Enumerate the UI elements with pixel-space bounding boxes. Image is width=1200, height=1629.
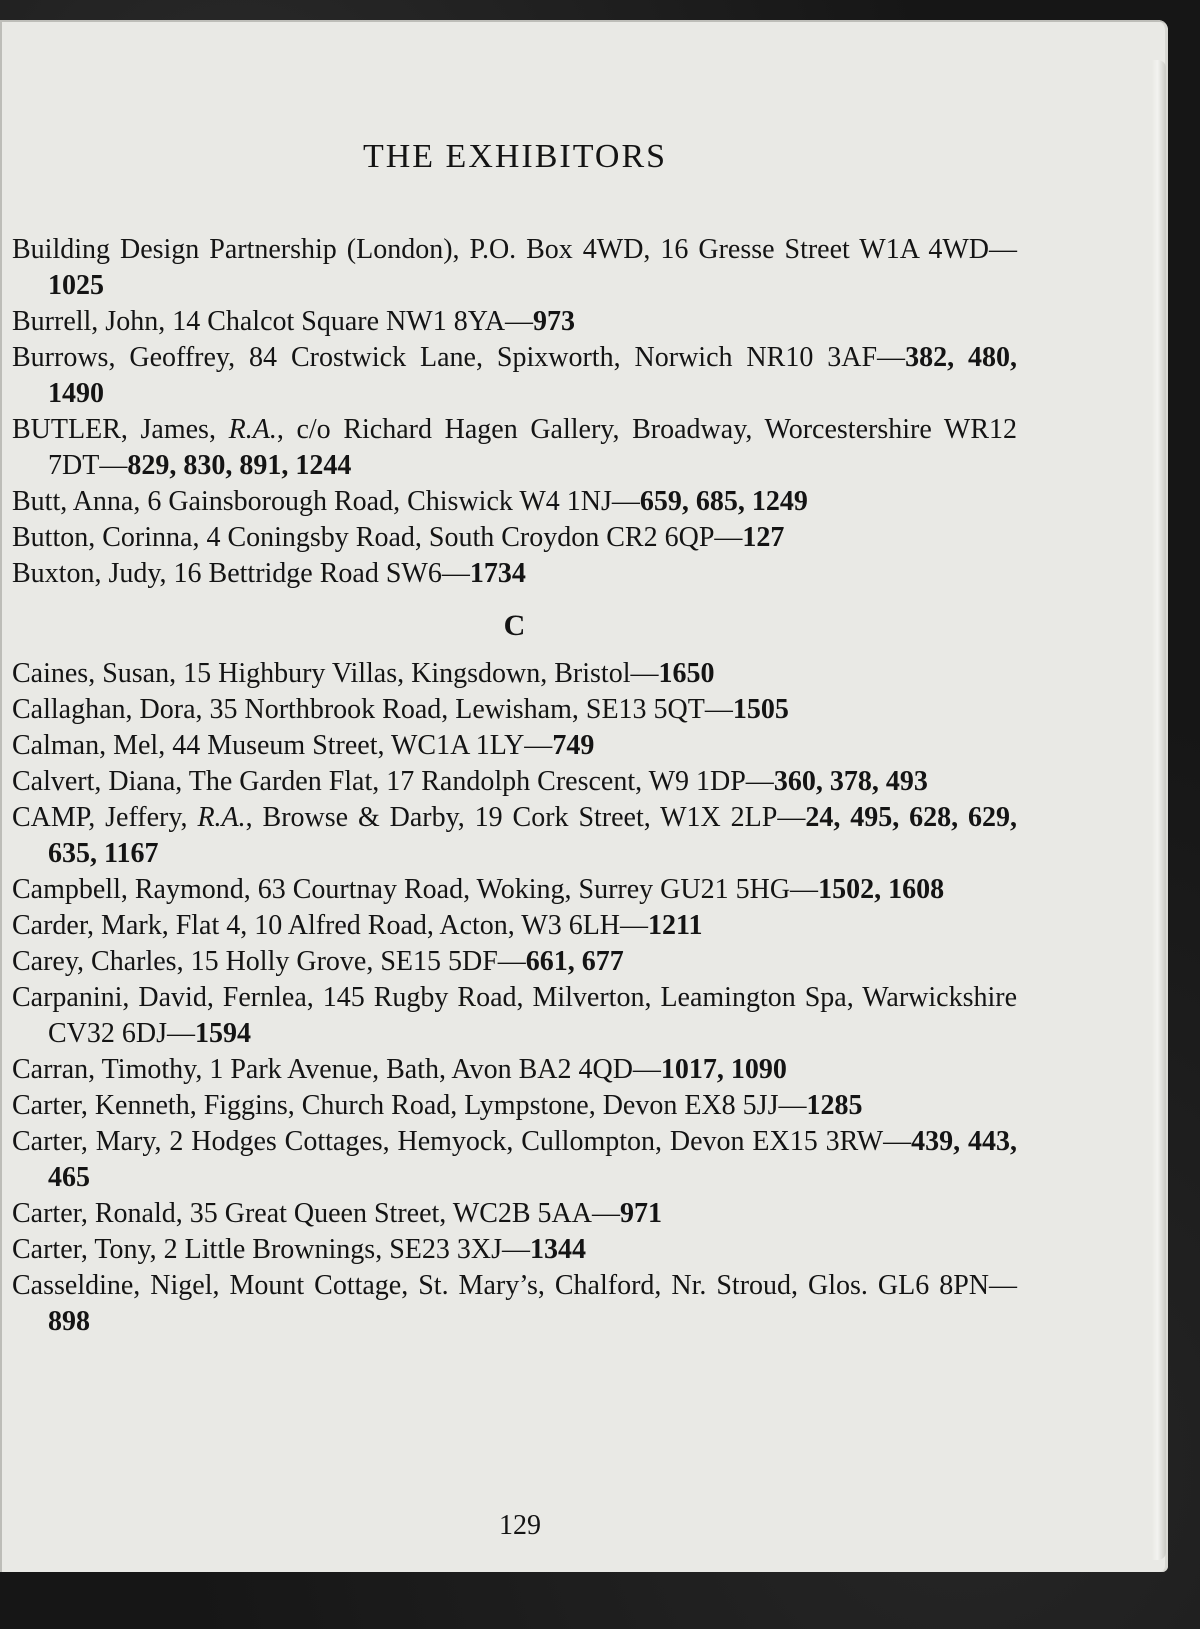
exhibitor-entry: Carter, Tony, 2 Little Brownings, SE23 3XJ—1344 [12,1234,586,1265]
exhibitor-entry: Carey, Charles, 15 Holly Grove, SE15 5DF—661, 677 [12,946,624,977]
exhibitor-entry: Burrows, Geoffrey, 84 Crostwick Lane, Spixworth, Norwich NR10 3AF—382, 480, 1490 [12,342,1017,409]
section-letter-heading: C [503,609,526,642]
exhibitor-entry: Calvert, Diana, The Garden Flat, 17 Randolph Crescent, W9 1DP—360, 378, 493 [12,766,928,797]
book-page [0,20,1168,1572]
exhibitor-entry: Carpanini, David, Fernlea, 145 Rugby Road, Milverton, Leamington Spa, Warwickshire CV32 6DJ—1594 [12,982,1017,1049]
exhibitor-entry: CAMP, Jeffery, R.A., Browse & Darby, 19 Cork Street, W1X 2LP—24, 495, 628, 629, 635, 1167 [12,802,1017,869]
page-edge-shadow [1152,60,1166,1560]
exhibitor-entry: Buxton, Judy, 16 Bettridge Road SW6—1734 [12,558,526,589]
exhibitor-entry: Callaghan, Dora, 35 Northbrook Road, Lewisham, SE13 5QT—1505 [12,694,789,725]
exhibitor-entry: Carter, Kenneth, Figgins, Church Road, Lympstone, Devon EX8 5JJ—1285 [12,1090,863,1121]
exhibitor-list [12,232,1017,1340]
exhibitor-entry: Burrell, John, 14 Chalcot Square NW1 8YA—973 [12,306,576,337]
exhibitor-entry: Campbell, Raymond, 63 Courtnay Road, Woking, Surrey GU21 5HG—1502, 1608 [12,874,945,905]
exhibitor-entry: Carran, Timothy, 1 Park Avenue, Bath, Avon BA2 4QD—1017, 1090 [12,1054,787,1085]
exhibitor-entry: Butt, Anna, 6 Gainsborough Road, Chiswick W4 1NJ—659, 685, 1249 [12,486,808,517]
exhibitor-entry: Building Design Partnership (London), P.O. Box 4WD, 16 Gresse Street W1A 4WD—1025 [12,234,1017,301]
exhibitor-entry: Carter, Ronald, 35 Great Queen Street, WC2B 5AA—971 [12,1198,663,1229]
exhibitor-entry: Caines, Susan, 15 Highbury Villas, Kingsdown, Bristol—1650 [12,658,715,689]
exhibitor-entry: BUTLER, James, R.A., c/o Richard Hagen Gallery, Broadway, Worcestershire WR12 7DT—829, 830, 891, 1244 [12,414,1017,481]
exhibitor-entry: Carter, Mary, 2 Hodges Cottages, Hemyock, Cullompton, Devon EX15 3RW—439, 443, 465 [12,1126,1018,1193]
exhibitor-entry: Button, Corinna, 4 Coningsby Road, South Croydon CR2 6QP—127 [12,522,785,553]
exhibitor-entry: Casseldine, Nigel, Mount Cottage, St. Mary’s, Chalford, Nr. Stroud, Glos. GL6 8PN—898 [12,1270,1017,1337]
exhibitor-entry: Calman, Mel, 44 Museum Street, WC1A 1LY—749 [12,730,595,761]
page-number: 129 [499,1510,541,1541]
exhibitor-entry: Carder, Mark, Flat 4, 10 Alfred Road, Acton, W3 6LH—1211 [12,910,703,941]
page-title: THE EXHIBITORS [362,138,668,175]
